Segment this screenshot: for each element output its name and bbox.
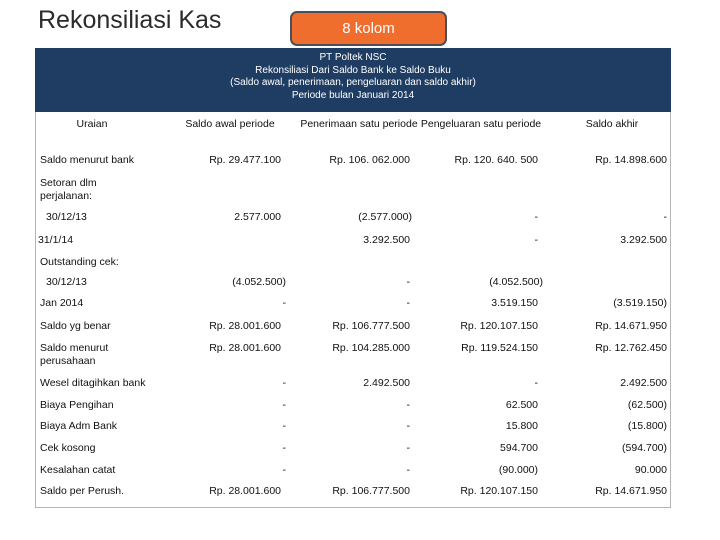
row-label: 31/1/14 — [38, 234, 74, 246]
cell-penerimaan: - — [406, 442, 410, 454]
cell-saldo-akhir: (15.800) — [627, 420, 667, 432]
cell-penerimaan: - — [406, 399, 410, 411]
cell-pengeluaran: - — [534, 234, 538, 246]
column-count-badge: 8 kolom — [290, 11, 447, 46]
cell-penerimaan: - — [406, 297, 410, 309]
row-label: Saldo menurut perusahaan — [40, 342, 109, 367]
cell-saldo-awal: - — [282, 464, 286, 476]
cell-saldo-awal: (4.052.500) — [232, 276, 286, 288]
cell-saldo-akhir: (62.500) — [627, 399, 667, 411]
column-header-penerimaan: Penerimaan satu periode — [300, 118, 418, 130]
row-label: Wesel ditagihkan bank — [40, 377, 146, 389]
table-frame — [35, 48, 671, 508]
cell-pengeluaran: (90.000) — [498, 464, 538, 476]
cell-saldo-akhir: - — [663, 211, 667, 223]
row-label: Outstanding cek: — [40, 256, 119, 268]
cell-penerimaan: - — [406, 420, 410, 432]
row-label: Biaya Pengihan — [40, 399, 114, 411]
cell-penerimaan: Rp. 106.777.500 — [332, 320, 410, 332]
cell-saldo-akhir: Rp. 14.671.950 — [595, 485, 667, 497]
row-label: Saldo yg benar — [40, 320, 111, 332]
report-period: Periode bulan Januari 2014 — [291, 89, 415, 101]
row-label: Kesalahan catat — [40, 464, 116, 476]
slide-title: Rekonsiliasi Kas — [38, 6, 222, 34]
report-title: Rekonsiliasi Dari Saldo Bank ke Saldo Buku — [255, 64, 451, 76]
row-label: Saldo per Perush. — [40, 485, 125, 497]
cell-penerimaan: 3.292.500 — [363, 234, 410, 246]
cell-pengeluaran: (4.052.500) — [489, 276, 543, 288]
cell-penerimaan: Rp. 104.285.000 — [332, 342, 410, 354]
cell-penerimaan: 2.492.500 — [363, 377, 410, 389]
report-header — [35, 48, 671, 112]
cell-saldo-awal: - — [282, 442, 286, 454]
cell-saldo-akhir: 2.492.500 — [620, 377, 667, 389]
row-label: Cek kosong — [40, 442, 96, 454]
row-label: Jan 2014 — [40, 297, 84, 309]
report-subtitle: (Saldo awal, penerimaan, pengeluaran dan saldo akhir) — [230, 77, 476, 88]
column-header-saldo-akhir: Saldo akhir — [585, 118, 639, 130]
row-label: 30/12/13 — [46, 211, 87, 223]
cell-pengeluaran: - — [534, 377, 538, 389]
cell-saldo-akhir: 3.292.500 — [620, 234, 667, 246]
cell-penerimaan: - — [406, 464, 410, 476]
column-header-pengeluaran: Pengeluaran satu periode — [420, 118, 542, 130]
cell-saldo-awal: Rp. 28.001.600 — [209, 320, 281, 332]
cell-saldo-awal: - — [282, 297, 286, 309]
row-label: Setoran dlm perjalanan: — [40, 177, 97, 202]
cell-saldo-awal: 2.577.000 — [234, 211, 281, 223]
column-header-uraian: Uraian — [76, 118, 108, 130]
cell-saldo-akhir: (3.519.150) — [613, 297, 667, 309]
cell-pengeluaran: Rp. 119.524.150 — [461, 342, 538, 354]
cell-saldo-awal: - — [282, 399, 286, 411]
cell-saldo-awal: Rp. 29.477.100 — [209, 154, 281, 166]
row-label: 30/12/13 — [46, 276, 87, 288]
cell-saldo-akhir: Rp. 14.671.950 — [595, 320, 667, 332]
cell-pengeluaran: Rp. 120. 640. 500 — [454, 154, 538, 166]
cell-saldo-awal: Rp. 28.001.600 — [209, 485, 281, 497]
cell-pengeluaran: Rp. 120.107.150 — [460, 485, 538, 497]
cell-saldo-awal: - — [282, 377, 286, 389]
cell-saldo-akhir: (594.700) — [622, 442, 667, 454]
cell-penerimaan: Rp. 106. 062.000 — [329, 154, 410, 166]
cell-saldo-akhir: 90.000 — [634, 464, 667, 476]
column-header-saldo-awal: Saldo awal periode — [185, 118, 275, 130]
cell-saldo-awal: - — [282, 420, 286, 432]
cell-pengeluaran: Rp. 120.107.150 — [460, 320, 538, 332]
company-name: PT Poltek NSC — [319, 52, 387, 63]
cell-saldo-awal: Rp. 28.001.600 — [209, 342, 281, 354]
cell-penerimaan: - — [406, 276, 410, 288]
cell-pengeluaran: 3.519.150 — [491, 297, 538, 309]
cell-penerimaan: Rp. 106.777.500 — [332, 485, 410, 497]
cell-saldo-akhir: Rp. 12.762.450 — [595, 342, 667, 354]
row-label: Saldo menurut bank — [40, 154, 134, 166]
cell-penerimaan: (2.577.000) — [358, 211, 412, 223]
cell-saldo-akhir: Rp. 14.898.600 — [595, 154, 667, 166]
cell-pengeluaran: 62.500 — [505, 399, 538, 411]
row-label: Biaya Adm Bank — [40, 420, 118, 432]
cell-pengeluaran: 594.700 — [500, 442, 538, 454]
cell-pengeluaran: 15.800 — [505, 420, 538, 432]
cell-pengeluaran: - — [534, 211, 538, 223]
